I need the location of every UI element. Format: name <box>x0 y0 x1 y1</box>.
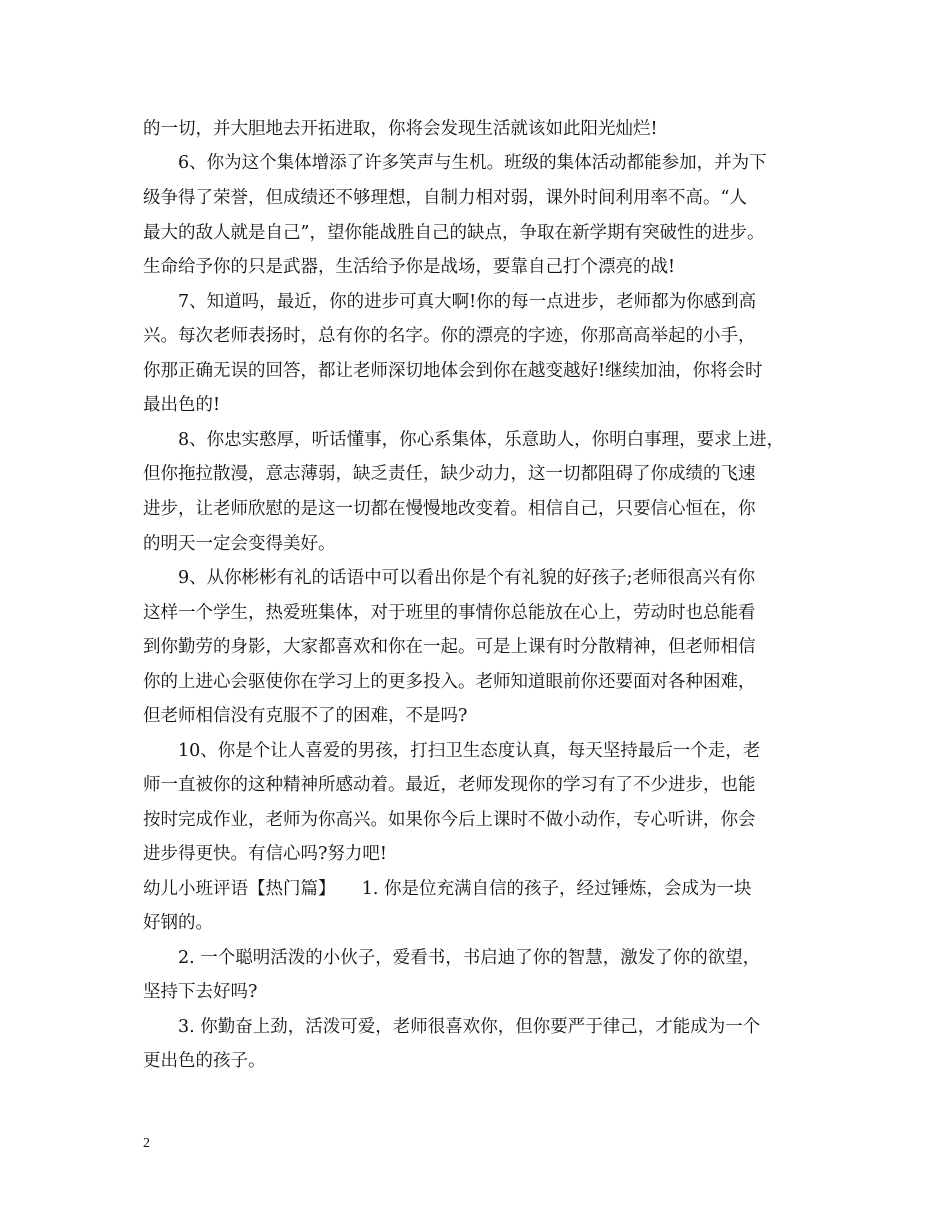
text-line: 坚持下去好吗? <box>143 982 258 1002</box>
text-line: 你那正确无误的回答，都让老师深切地体会到你在越变越好!继续加油，你将会时 <box>143 361 763 381</box>
text-line: 但你拖拉散漫，意志薄弱，缺乏责任，缺少动力，这一切都阻碍了你成绩的飞速 <box>143 464 756 484</box>
paragraph-8-line: 8、你忠实憨厚，听话懂事，你心系集体，乐意助人，你明白事理，要求上进， <box>178 430 785 450</box>
text-line: 按时完成作业，老师为你高兴。如果你今后上课时不做小动作，专心听讲，你会 <box>143 810 756 830</box>
text-line: 生命给予你的只是武器，生活给予你是战场，要靠自己打个漂亮的战! <box>143 257 676 277</box>
text-line: 进步，让老师欣慰的是这一切都在慢慢地改变着。相信自己，只要信心恒在，你 <box>143 499 756 519</box>
text-line: 到你勤劳的身影，大家都喜欢和你在一起。可是上课有时分散精神，但老师相信 <box>143 637 756 657</box>
text-line: 进步得更快。有信心吗?努力吧! <box>143 844 387 864</box>
section-heading-line: 幼儿小班评语【热门篇】 1. 你是位充满自信的孩子，经过锤炼，会成为一块 <box>143 879 752 899</box>
text-line: 好钢的。 <box>143 913 213 933</box>
text-line: 更出色的孩子。 <box>143 1051 266 1071</box>
text-line: 的明天一定会变得美好。 <box>143 534 336 554</box>
text-line: 级争得了荣誉，但成绩还不够理想，自制力相对弱，课外时间利用率不高。“人 <box>143 188 747 208</box>
text-line: 最大的敌人就是自己”，望你能战胜自己的缺点，争取在新学期有突破性的进步。 <box>143 223 765 243</box>
paragraph-6-line: 6、你为这个集体增添了许多笑声与生机。班级的集体活动都能参加，并为下 <box>178 153 767 173</box>
text-line: 最出色的! <box>143 395 221 415</box>
text-line: 但老师相信没有克服不了的困难，不是吗? <box>143 706 468 726</box>
paragraph-10-line: 10、你是个让人喜爱的男孩，打扫卫生态度认真，每天坚持最后一个走，老 <box>178 741 761 761</box>
text-line: 师一直被你的这种精神所感动着。最近，老师发现你的学习有了不少进步，也能 <box>143 775 756 795</box>
text-line: 这样一个学生，热爱班集体，对于班里的事情你总能放在心上，劳动时也总能看 <box>143 603 756 623</box>
page-number: 2 <box>143 1136 150 1151</box>
text-line: 兴。每次老师表扬时，总有你的名字。你的漂亮的字迹，你那高高举起的小手， <box>143 326 756 346</box>
item-3-line: 3. 你勤奋上劲，活泼可爱，老师很喜欢你，但你要严于律己，才能成为一个 <box>178 1017 761 1037</box>
text-line: 你的上进心会驱使你在学习上的更多投入。老师知道眼前你还要面对各种困难， <box>143 672 756 692</box>
paragraph-9-line: 9、从你彬彬有礼的话语中可以看出你是个有礼貌的好孩子;老师很高兴有你 <box>178 568 756 588</box>
text-line: 的一切，并大胆地去开拓进取，你将会发现生活就该如此阳光灿烂! <box>143 119 658 139</box>
paragraph-7-line: 7、知道吗，最近，你的进步可真大啊!你的每一点进步，老师都为你感到高 <box>178 292 757 312</box>
item-2-line: 2. 一个聪明活泼的小伙子，爱看书，书启迪了你的智慧，激发了你的欲望， <box>178 948 761 968</box>
